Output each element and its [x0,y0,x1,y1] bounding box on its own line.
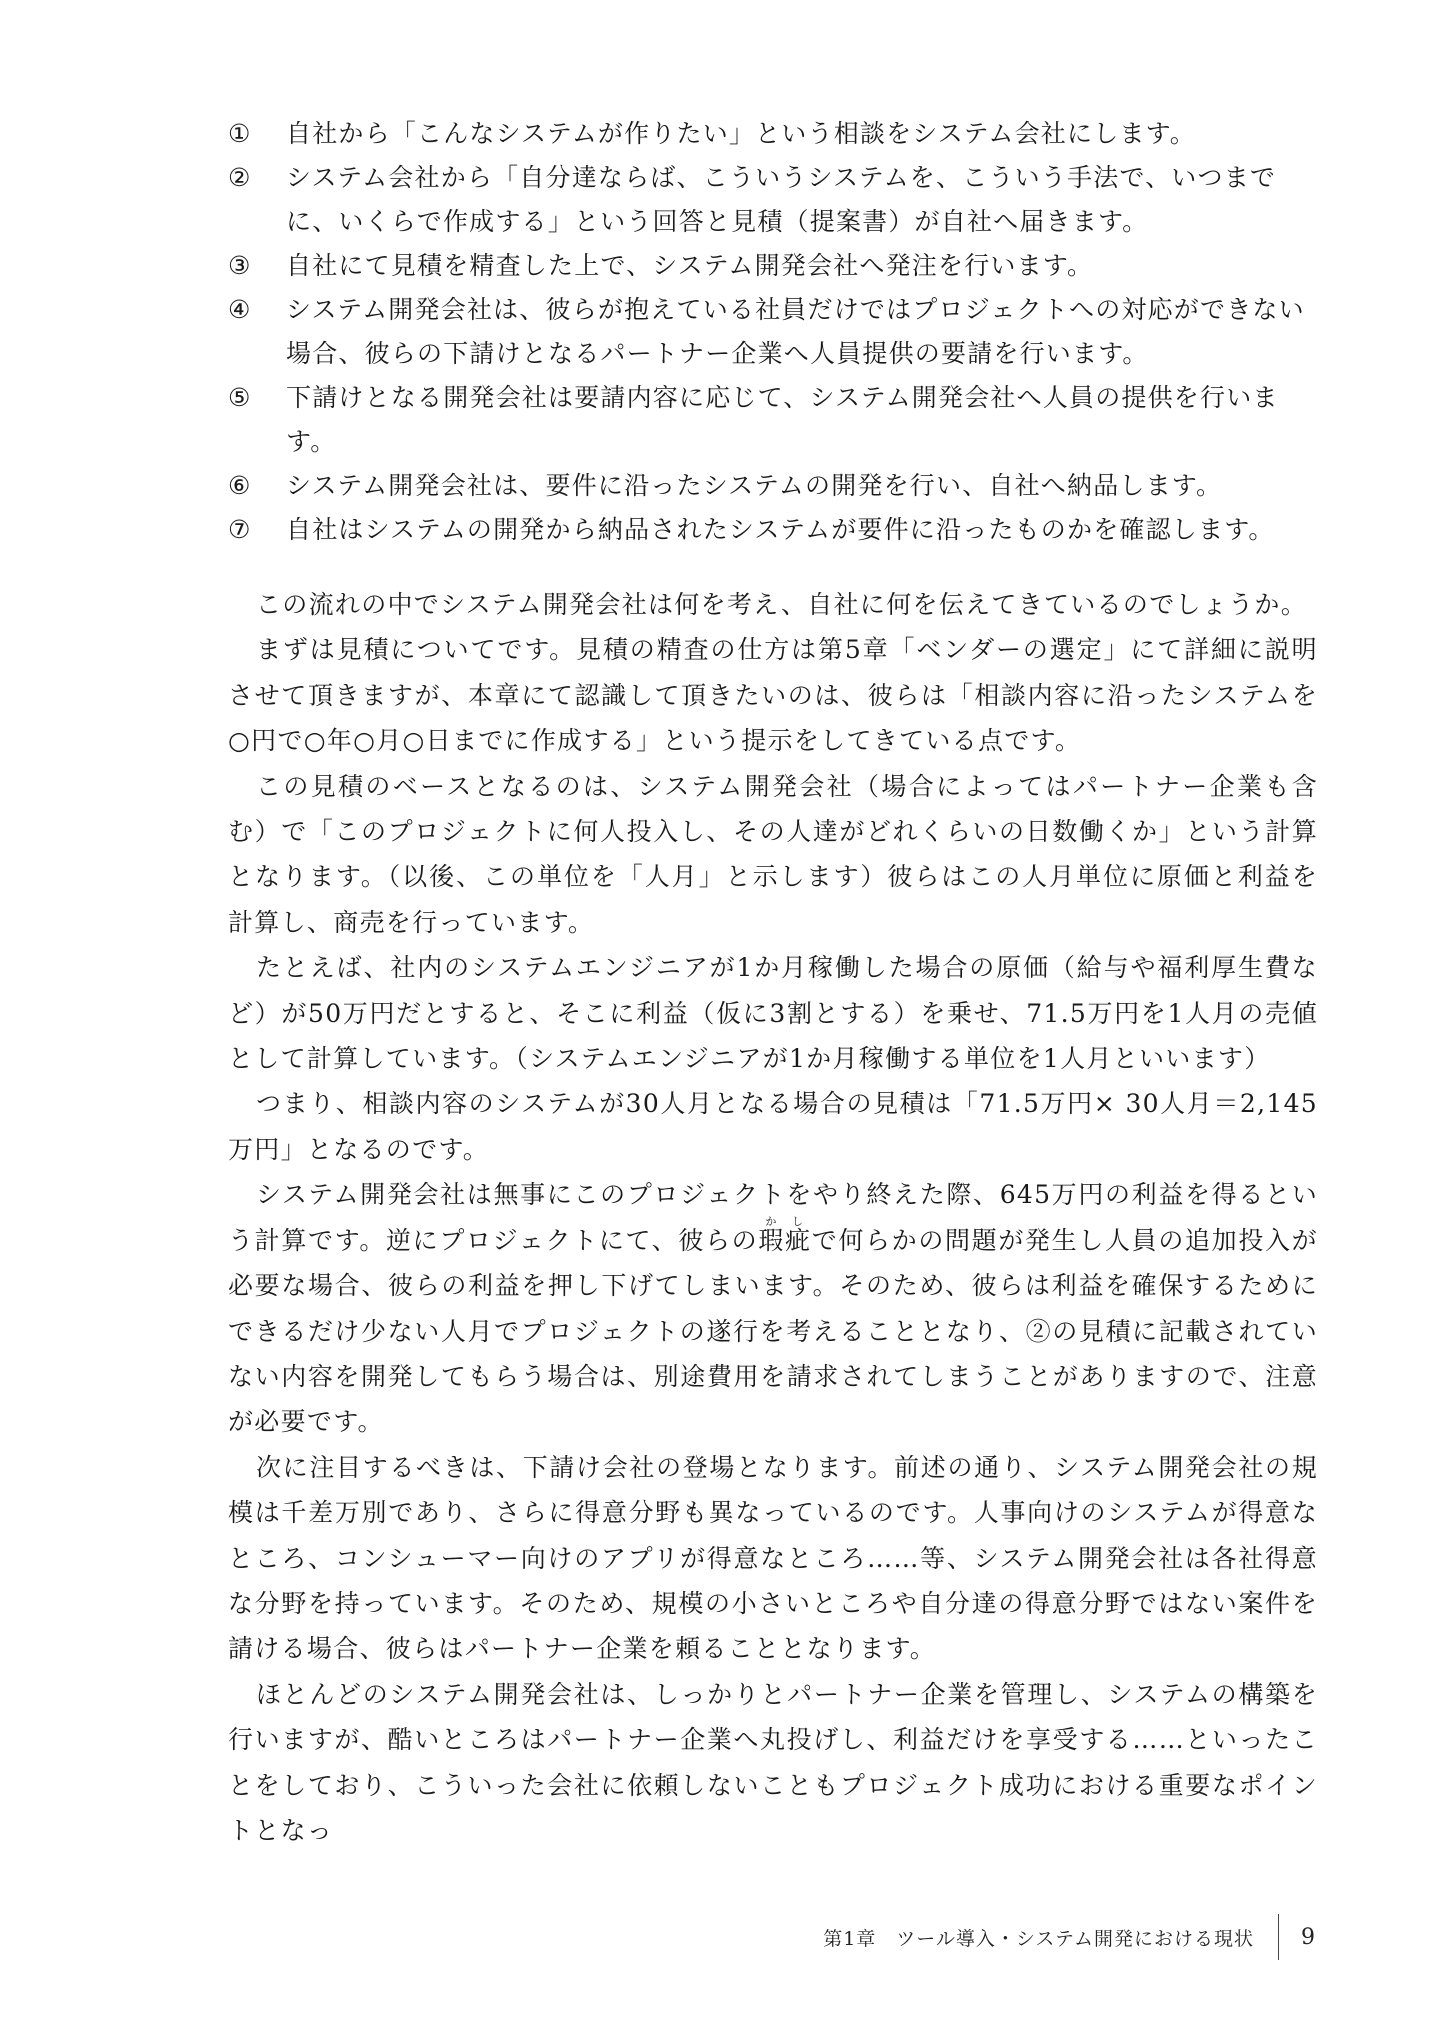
step-text: システム開発会社は、彼らが抱えている社員だけではプロジェクトへの対応ができない場合、彼らの下請けとなるパートナー企業へ人員提供の要請を行います。 [286,295,1305,368]
list-item [228,244,1318,288]
step-text: 下請けとなる開発会社は要請内容に応じて、システム開発会社へ人員の提供を行います。 [286,383,1279,456]
paragraph: たとえば、社内のシステムエンジニアが1か月稼働した場合の原価（給与や福利厚生費など）が50万円だとすると、そこに利益（仮に3割とする）を乗せ、71.5万円を1人月の売値として計算しています。（システムエンジニアが1か月稼働する単位を1人月といいます） [228,953,1318,1074]
step-number: ⑦ [228,515,251,544]
list-item [228,288,1318,376]
step-text: システム会社から「自分達ならば、こういうシステムを、こういう手法で、いつまでに、いくらで作成する」という回答と見積（提案書）が自社へ届きます。 [286,163,1277,236]
step-number: ③ [228,251,251,280]
step-text: 自社から「こんなシステムが作りたい」という相談をシステム会社にします。 [286,119,1197,148]
list-item [228,376,1318,464]
page-number: 9 [1301,1924,1315,1950]
process-steps-list [228,112,1318,552]
ruby-reading-2: し [785,1214,812,1228]
list-item [228,508,1318,552]
paragraph: ほとんどのシステム開発会社は、しっかりとパートナー企業を管理し、システムの構築を行いますが、酷いところはパートナー企業へ丸投げし、利益だけを享受する……といったことをしており、こういった会社に依頼しないこともプロジェクト成功における重要なポイントとなっ [228,1679,1318,1845]
ruby-base-1: 瑕 [758,1225,786,1255]
step-number: ② [228,163,251,192]
step-text: 自社にて見積を精査した上で、システム開発会社へ発注を行います。 [286,251,1094,280]
footer-divider [1278,1914,1279,1960]
ruby-word [758,1214,812,1255]
paragraph-text-after: で何らかの問題が発生し人員の追加投入が必要な場合、彼らの利益を押し下げてしまいます。そのため、彼らは利益を確保するためにできるだけ少ない人月でプロジェクトの遂行を考えることとなり、②の見積に記載されていない内容を開発してもらう場合は、別途費用を請求されてしまうことがありますので、注意が必要です。 [228,1225,1318,1437]
step-number: ⑥ [228,471,251,500]
step-text: システム開発会社は、要件に沿ったシステムの開発を行い、自社へ納品します。 [286,471,1223,500]
list-item [228,112,1318,156]
chapter-title: 第1章 ツール導入・システム開発における現状 [823,1927,1254,1950]
paragraph: この見積のベースとなるのは、システム開発会社（場合によってはパートナー企業も含む）で「このプロジェクトに何人投入し、その人達がどれくらいの日数働くか」という計算となります。（以後、この単位を「人月」と示します）彼らはこの人月単位に原価と利益を計算し、商売を行っています。 [228,771,1318,937]
step-number: ⑤ [228,383,251,412]
step-number: ④ [228,295,251,324]
paragraph-text-before: システム開発会社は無事にこのプロジェクトをやり終えた際、645万円の利益を得るという計算です。逆にプロジェクトにて、彼らの [228,1180,1318,1255]
paragraph: 次に注目するべきは、下請け会社の登場となります。前述の通り、システム開発会社の規模は千差万別であり、さらに得意分野も異なっているのです。人事向けのシステムが得意なところ、コンシューマー向けのアプリが得意なところ……等、システム開発会社は各社得意な分野を持っています。そのため、規模の小さいところや自分達の得意分野ではない案件を請ける場合、彼らはパートナー企業を頼ることとなります。 [228,1452,1318,1664]
ruby-reading-1: か [758,1214,785,1228]
step-text: 自社はシステムの開発から納品されたシステムが要件に沿ったものかを確認します。 [286,515,1275,544]
body-text [228,582,1318,1853]
paragraph: まずは見積についてです。見積の精査の仕方は第5章「ベンダーの選定」にて詳細に説明させて頂きますが、本章にて認識して頂きたいのは、彼らは「相談内容に沿ったシステムを○円で○年○月○日までに作成する」という提示をしてきている点です。 [228,635,1318,756]
paragraph: つまり、相談内容のシステムが30人月となる場合の見積は「71.5万円× 30人月＝2,145万円」となるのです。 [228,1089,1318,1164]
ruby-base-2: 疵 [785,1225,812,1255]
paragraph-with-ruby [228,1172,1318,1444]
list-item [228,156,1318,244]
page-footer [823,1914,1315,1960]
list-item [228,464,1318,508]
step-number: ① [228,119,251,148]
paragraph: この流れの中でシステム開発会社は何を考え、自社に何を伝えてきているのでしょうか。 [256,590,1308,619]
